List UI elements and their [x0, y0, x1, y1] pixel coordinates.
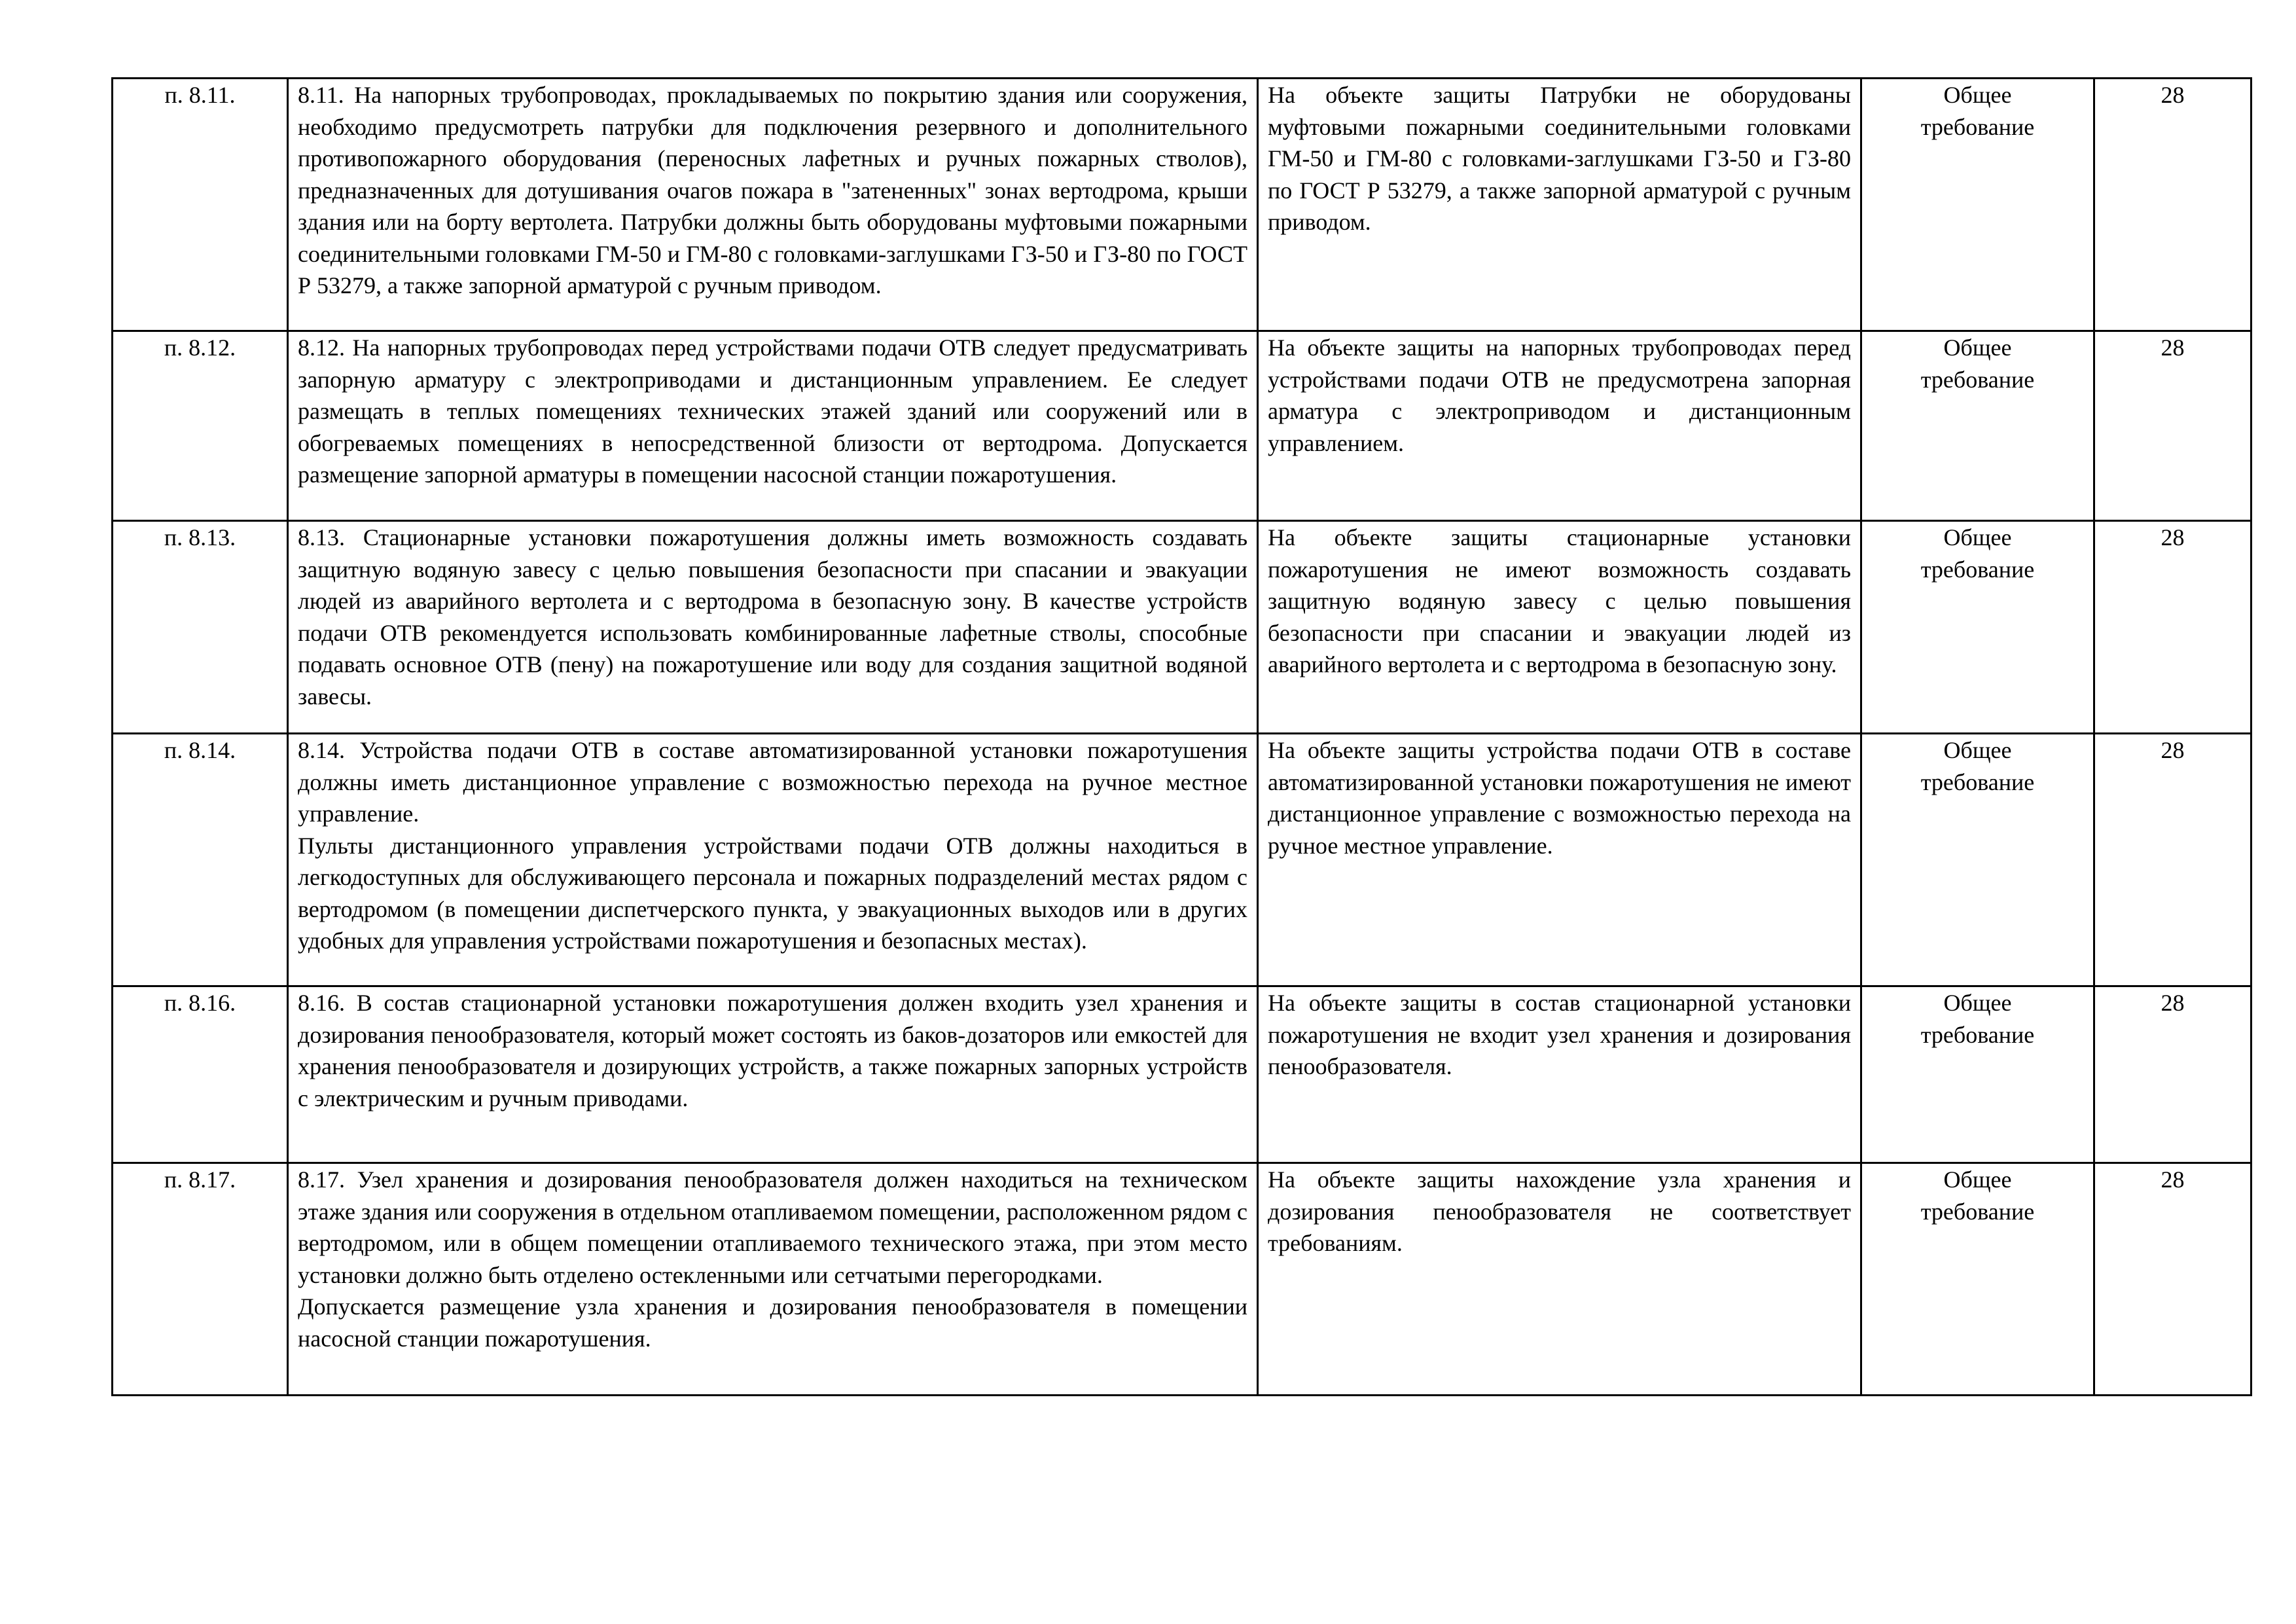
reference-number-cell: 28 — [2094, 331, 2251, 521]
reference-number-cell: 28 — [2094, 1163, 2251, 1396]
clause-ref-cell: п. 8.12. — [113, 331, 288, 521]
requirement-type-cell: Общее требование — [1861, 521, 2094, 734]
violation-cell: На объекте защиты нахождение узла хранения и дозирования пенообразователя не соответствует требованиям. — [1258, 1163, 1861, 1396]
requirement-cell: 8.17. Узел хранения и дозирования пенообразователя должен находиться на техническом этаже здания или сооружения в отдельном отапливаемом помещении, расположенном рядом с вертодромом, или в общем помещении отапливаемого технического этажа, при этом место установки должно быть отделено остекленными или сетчатыми перегородками. Допускается размещение узла хранения и дозирования пенообразователя в помещении насосной станции пожаротушения. — [288, 1163, 1258, 1396]
requirement-cell: 8.12. На напорных трубопроводах перед устройствами подачи ОТВ следует предусматривать запорную арматуру с электроприводами и дистанционным управлением. Ее следует размещать в теплых помещениях технических этажей зданий или сооружений или в обогреваемых помещениях в непосредственной близости от вертодрома. Допускается размещение запорной арматуры в помещении насосной станции пожаротушения. — [288, 331, 1258, 521]
table-row — [113, 1163, 2251, 1396]
requirements-table — [111, 77, 2252, 1396]
requirement-type-cell: Общее требование — [1861, 734, 2094, 986]
violation-cell: На объекте защиты в состав стационарной установки пожаротушения не входит узел хранения и дозирования пенообразователя. — [1258, 986, 1861, 1163]
requirement-cell: 8.13. Стационарные установки пожаротушения должны иметь возможность создавать защитную водяную завесу с целью повышения безопасности при спасании и эвакуации людей из аварийного вертолета и с вертодрома в безопасную зону. В качестве устройств подачи ОТВ рекомендуется использовать комбинированные лафетные стволы, способные подавать основное ОТВ (пену) на пожаротушение или воду для создания защитной водяной завесы. — [288, 521, 1258, 734]
requirement-cell: 8.14. Устройства подачи ОТВ в составе автоматизированной установки пожаротушения должны иметь дистанционное управление с возможностью перехода на ручное местное управление. Пульты дистанционного управления устройствами подачи ОТВ должны находиться в легкодоступных для обслуживающего персонала и пожарных подразделений местах рядом с вертодромом (в помещении диспетчерского пункта, у эвакуационных выходов или в других удобных для управления устройствами пожаротушения и безопасных местах). — [288, 734, 1258, 986]
clause-ref-cell: п. 8.11. — [113, 79, 288, 331]
reference-number-cell: 28 — [2094, 734, 2251, 986]
reference-number-cell: 28 — [2094, 521, 2251, 734]
clause-ref-cell: п. 8.14. — [113, 734, 288, 986]
table-row — [113, 79, 2251, 331]
table-row — [113, 331, 2251, 521]
clause-ref-cell: п. 8.13. — [113, 521, 288, 734]
requirement-type-cell: Общее требование — [1861, 1163, 2094, 1396]
requirement-type-cell: Общее требование — [1861, 331, 2094, 521]
requirement-cell: 8.11. На напорных трубопроводах, прокладываемых по покрытию здания или сооружения, необходимо предусмотреть патрубки для подключения резервного и дополнительного противопожарного оборудования (переносных лафетных и ручных пожарных стволов), предназначенных для дотушивания очагов пожара в "затененных" зонах вертодрома, крыши здания или на борту вертолета. Патрубки должны быть оборудованы муфтовыми пожарными соединительными головками ГМ-50 и ГМ-80 с головками-заглушками ГЗ-50 и ГЗ-80 по ГОСТ Р 53279, а также запорной арматурой с ручным приводом. — [288, 79, 1258, 331]
requirement-type-cell: Общее требование — [1861, 79, 2094, 331]
requirement-cell: 8.16. В состав стационарной установки пожаротушения должен входить узел хранения и дозирования пенообразователя, который может состоять из баков-дозаторов или емкостей для хранения пенообразователя и дозирующих устройств, а также пожарных запорных устройств с электрическим и ручным приводами. — [288, 986, 1258, 1163]
violation-cell: На объекте защиты стационарные установки пожаротушения не имеют возможность создавать защитную водяную завесу с целью повышения безопасности при спасании и эвакуации людей из аварийного вертолета и с вертодрома в безопасную зону. — [1258, 521, 1861, 734]
table-row — [113, 986, 2251, 1163]
clause-ref-cell: п. 8.17. — [113, 1163, 288, 1396]
violation-cell: На объекте защиты Патрубки не оборудованы муфтовыми пожарными соединительными головками ГМ-50 и ГМ-80 с головками-заглушками ГЗ-50 и ГЗ-80 по ГОСТ Р 53279, а также запорной арматурой с ручным приводом. — [1258, 79, 1861, 331]
table-row — [113, 734, 2251, 986]
violation-cell: На объекте защиты на напорных трубопроводах перед устройствами подачи ОТВ не предусмотрена запорная арматура с электроприводом и дистанционным управлением. — [1258, 331, 1861, 521]
reference-number-cell: 28 — [2094, 79, 2251, 331]
violation-cell: На объекте защиты устройства подачи ОТВ в составе автоматизированной установки пожаротушения не имеют дистанционное управление с возможностью перехода на ручное местное управление. — [1258, 734, 1861, 986]
reference-number-cell: 28 — [2094, 986, 2251, 1163]
clause-ref-cell: п. 8.16. — [113, 986, 288, 1163]
document-page — [111, 77, 2250, 1396]
requirement-type-cell: Общее требование — [1861, 986, 2094, 1163]
table-row — [113, 521, 2251, 734]
